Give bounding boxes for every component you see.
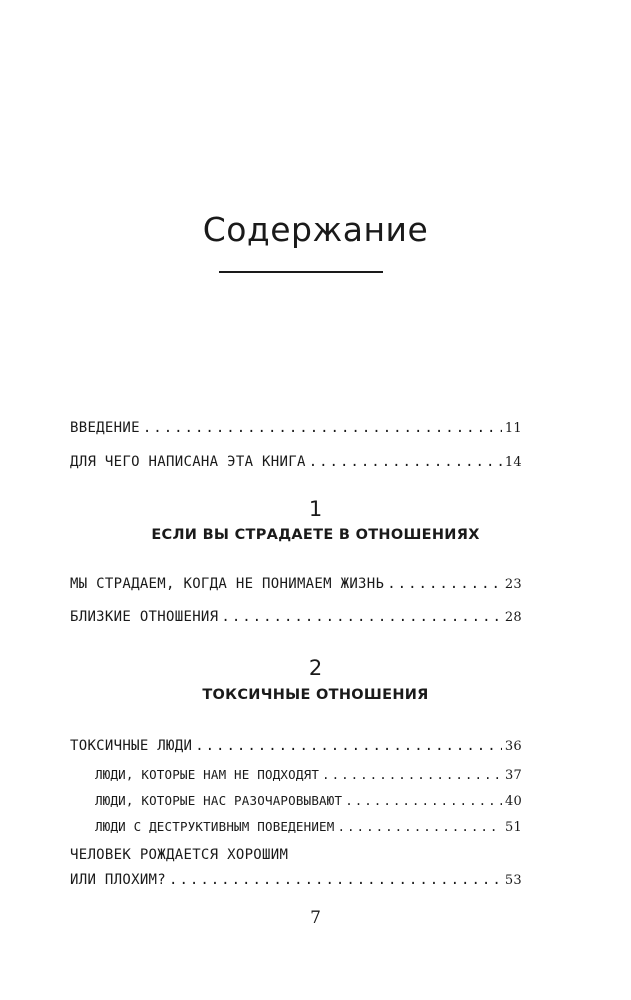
dot-leader bbox=[345, 793, 502, 808]
part-number: 1 bbox=[308, 497, 323, 521]
toc-entry-label: ВВЕДЕНИЕ bbox=[70, 420, 140, 436]
toc-entry-label: ЛЮДИ С ДЕСТРУКТИВНЫМ ПОВЕДЕНИЕМ bbox=[95, 819, 335, 834]
toc-entry-page: 37 bbox=[505, 768, 522, 783]
dot-leader bbox=[322, 767, 502, 782]
page-title: Содержание bbox=[202, 210, 429, 249]
toc-entry-label: ДЛЯ ЧЕГО НАПИСАНА ЭТА КНИГА bbox=[70, 454, 306, 470]
toc-entry-label: ЛЮДИ, КОТОРЫЕ НАС РАЗОЧАРОВЫВАЮТ bbox=[95, 793, 343, 808]
part-title: ЕСЛИ ВЫ СТРАДАЕТЕ В ОТНОШЕНИЯХ bbox=[151, 527, 480, 543]
dot-leader bbox=[309, 454, 502, 470]
toc-entry-page: 51 bbox=[505, 820, 522, 835]
toc-entry-page: 23 bbox=[504, 577, 522, 592]
toc-entry[interactable] bbox=[70, 872, 522, 888]
dot-leader bbox=[387, 576, 502, 592]
toc-entry-page: 14 bbox=[504, 455, 522, 470]
toc-entry-label-line1[interactable]: ЧЕЛОВЕК РОЖДАЕТСЯ ХОРОШИМ bbox=[70, 847, 289, 863]
dot-leader bbox=[169, 872, 502, 888]
toc-entry-page: 53 bbox=[504, 873, 522, 888]
toc-entry-label: БЛИЗКИЕ ОТНОШЕНИЯ bbox=[70, 609, 219, 625]
part-number: 2 bbox=[308, 656, 323, 680]
toc-subentry[interactable] bbox=[95, 793, 522, 809]
page-number: 7 bbox=[310, 908, 321, 928]
toc-entry-label: ЛЮДИ, КОТОРЫЕ НАМ НЕ ПОДХОДЯТ bbox=[95, 767, 320, 782]
toc-entry-page: 11 bbox=[504, 421, 522, 436]
dot-leader bbox=[143, 420, 502, 436]
toc-entry[interactable] bbox=[70, 609, 522, 625]
toc-entry[interactable] bbox=[70, 576, 522, 592]
toc-subentry[interactable] bbox=[95, 819, 522, 835]
part-title: ТОКСИЧНЫЕ ОТНОШЕНИЯ bbox=[202, 687, 429, 703]
dot-leader bbox=[338, 819, 503, 834]
toc-entry-page: 40 bbox=[505, 794, 522, 809]
toc-entry-page: 28 bbox=[504, 610, 522, 625]
toc-entry-label: ИЛИ ПЛОХИМ? bbox=[70, 872, 167, 888]
toc-subentry[interactable] bbox=[95, 767, 522, 783]
toc-entry-label: МЫ СТРАДАЕМ, КОГДА НЕ ПОНИМАЕМ ЖИЗНЬ bbox=[70, 576, 385, 592]
dot-leader bbox=[195, 738, 502, 754]
toc-entry-introduction[interactable] bbox=[70, 420, 522, 436]
dot-leader bbox=[221, 609, 501, 625]
toc-entry-why-book[interactable] bbox=[70, 454, 522, 470]
toc-entry-page: 36 bbox=[504, 739, 522, 754]
toc-entry-label: ТОКСИЧНЫЕ ЛЮДИ bbox=[70, 738, 193, 754]
toc-entry[interactable] bbox=[70, 738, 522, 754]
